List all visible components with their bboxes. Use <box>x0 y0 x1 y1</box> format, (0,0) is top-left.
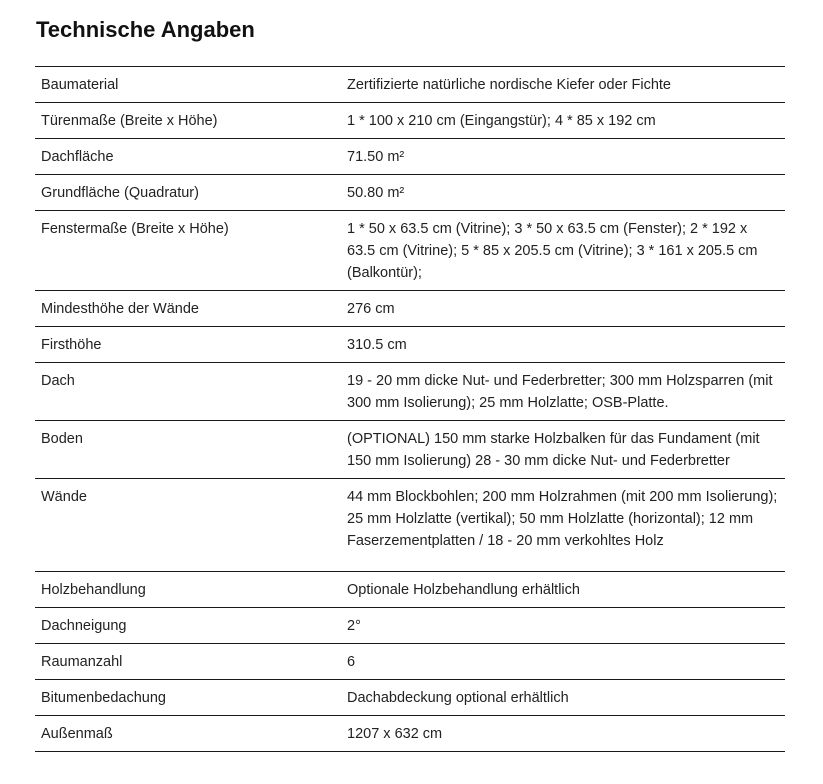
spec-value: Optionale Holzbehandlung erhältlich <box>347 582 580 598</box>
spec-value: 44 mm Blockbohlen; 200 mm Holzrahmen (mit 200 mm Isolierung); 25 mm Holzlatte (vertikal); 50 mm Holzlatte (horizontal); 12 mm Faserzementplatten / 18 - 20 mm verkohltes Holz <box>347 489 778 549</box>
spec-label: Boden <box>41 431 83 447</box>
table-row <box>35 211 785 291</box>
spec-label: Bitumenbedachung <box>41 690 166 706</box>
spec-value: 1207 x 632 cm <box>347 726 443 742</box>
table-row <box>35 103 785 139</box>
page-title: Technische Angaben <box>36 17 255 42</box>
spec-label: Dach <box>41 373 75 389</box>
spec-label: Raumanzahl <box>41 654 123 670</box>
table-row <box>35 608 785 644</box>
spec-value: Dachabdeckung optional erhältlich <box>347 690 569 706</box>
spec-value: 6 <box>347 654 356 670</box>
table-row <box>35 363 785 421</box>
spec-label: Holzbehandlung <box>41 582 146 598</box>
table-row <box>35 327 785 363</box>
table-row <box>35 175 785 211</box>
spec-label: Baumaterial <box>41 77 119 93</box>
table-row <box>35 680 785 716</box>
spec-value: 71.50 m² <box>347 149 405 165</box>
table-row <box>35 291 785 327</box>
spec-label: Dachfläche <box>41 149 114 165</box>
table-row <box>35 479 785 572</box>
table-row <box>35 421 785 479</box>
table-row <box>35 67 785 103</box>
spec-value: Zertifizierte natürliche nordische Kiefer oder Fichte <box>347 77 671 93</box>
spec-value: 19 - 20 mm dicke Nut- und Federbretter; 300 mm Holzsparren (mit 300 mm Isolierung); 25 mm Holzlatte; OSB-Platte. <box>347 373 773 411</box>
spec-label: Firsthöhe <box>41 337 102 353</box>
specs-table <box>35 66 785 752</box>
table-row <box>35 572 785 608</box>
spec-label: Wände <box>41 489 87 505</box>
spec-value: (OPTIONAL) 150 mm starke Holzbalken für das Fundament (mit 150 mm Isolierung) 28 - 30 mm dicke Nut- und Federbretter <box>347 431 760 469</box>
spec-label: Dachneigung <box>41 618 127 634</box>
table-row <box>35 139 785 175</box>
spec-value: 276 cm <box>347 301 395 317</box>
spec-label: Fenstermaße (Breite x Höhe) <box>41 221 229 237</box>
spec-label: Außenmaß <box>41 726 113 742</box>
table-row <box>35 716 785 752</box>
table-row <box>35 644 785 680</box>
spec-label: Grundfläche (Quadratur) <box>41 185 199 201</box>
spec-value: 310.5 cm <box>347 337 407 353</box>
spec-value: 1 * 100 x 210 cm (Eingangstür); 4 * 85 x 192 cm <box>347 113 656 129</box>
spec-value: 50.80 m² <box>347 185 405 201</box>
spec-label: Mindesthöhe der Wände <box>41 301 199 317</box>
spec-label: Türenmaße (Breite x Höhe) <box>41 113 218 129</box>
spec-value: 2° <box>347 618 361 634</box>
spec-value: 1 * 50 x 63.5 cm (Vitrine); 3 * 50 x 63.5 cm (Fenster); 2 * 192 x 63.5 cm (Vitrine); 5 * 85 x 205.5 cm (Vitrine); 3 * 161 x 205.5 cm (Balkontür); <box>347 221 758 281</box>
